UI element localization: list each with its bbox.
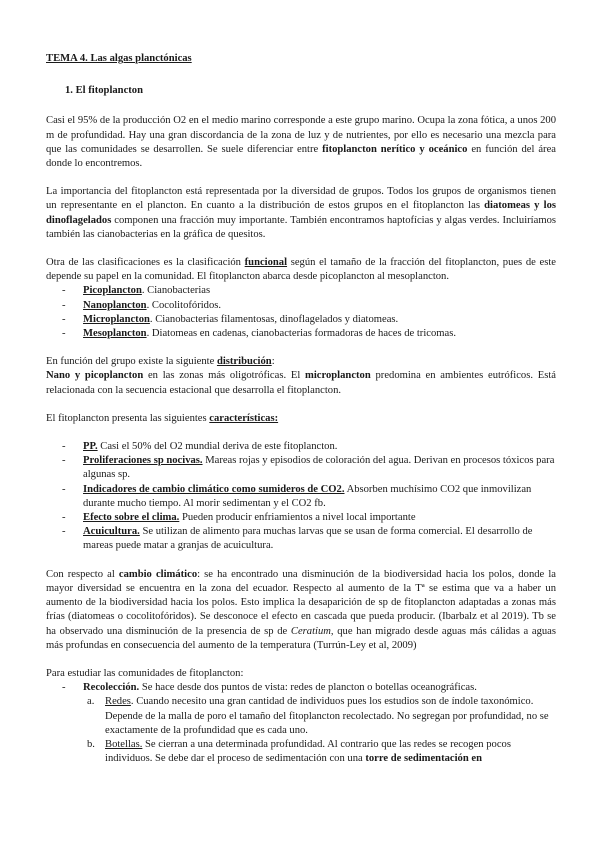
list-desc: . Cocolitofóridos.: [146, 299, 222, 311]
list-item: - Recolección. Se hace desde dos puntos de vista: redes de plancton o botellas oceanográficas.: [62, 682, 477, 694]
list-desc: . Cianobacterias filamentosas, dinoflagelados y diatomeas.: [149, 313, 399, 325]
sublist-term: Botellas.: [105, 738, 143, 750]
text: componen una fracción muy importante. También encontramos haptofícias y algas verdes. Incluiríamos también las cianobacterias en la gráfica de quesitos.: [46, 214, 556, 240]
list-term: Mesoplancton: [83, 328, 147, 340]
list-item: - Microplancton. Cianobacterias filamentosas, dinoflagelados y diatomeas.: [62, 313, 399, 325]
text: :: [271, 356, 275, 368]
text: en las zonas más oligotróficas. El: [143, 370, 306, 382]
text: Otra de las clasificaciones es la clasificación: [46, 257, 245, 269]
text: que han migrado desde aguas más cálidas a aguas más profundas en consecuencia del aumento de la temperatura (Turrún-Ley et al, 2009): [46, 625, 556, 651]
list-desc: Se hace desde dos puntos de vista: redes de plancton o botellas oceanográficas.: [139, 682, 477, 694]
list-term: Recolección.: [83, 682, 140, 694]
list-item: - Proliferaciones sp nocivas. Mareas rojas y episodios de coloración del agua. Derivan en procesos tóxicos para algunas sp.: [62, 455, 555, 481]
list-desc: Se utilizan de alimento para muchas larvas que se usan de forma comercial. El desarrollo de mareas puede matar a granjas de acuicultura.: [83, 526, 533, 552]
sublist-item: [46, 695, 556, 738]
text: en función del área donde lo encontremos.: [46, 143, 556, 170]
list-term: Nanoplancton: [83, 299, 147, 311]
list-term: Microplancton: [83, 313, 150, 325]
bold-term: cambio climático: [118, 568, 198, 580]
list-term: Picoplancton: [83, 285, 142, 297]
study-block: [46, 667, 556, 766]
sublist-desc: . Cuando necesito una gran cantidad de individuos pues los estudios son de índole taxonómico. Depende de la malla de poro el tamaño del fitoplancton recolectado. No segregan por profundidad, no se exactamente de la profundidad que es cada uno.: [105, 696, 549, 736]
sublist-term: Redes: [105, 696, 131, 708]
section-heading: 1. El fitoplancton: [65, 85, 143, 97]
intro-paragraph: [46, 114, 556, 171]
list-term: PP.: [83, 441, 98, 453]
list-term: Efecto sobre el clima.: [83, 512, 180, 524]
text: según el tamaño de la fracción del fitoplancton, pues de este depende su papel en la comunidad. El fitoplancton abarca desde picoplancton al mesoplancton.: [46, 257, 556, 283]
list-term: Indicadores de cambio climático como sumideros de CO2.: [83, 483, 345, 495]
bold-term: torre de sedimentación en: [365, 753, 482, 765]
bold-term: funcional: [244, 257, 288, 269]
bold-term: características:: [209, 412, 279, 424]
characteristics-intro: [46, 412, 556, 426]
list-term: Acuicultura.: [83, 526, 140, 538]
document-page: [46, 52, 556, 766]
list-item: - Nanoplancton. Cocolitofóridos.: [62, 299, 222, 311]
diversity-paragraph: [46, 185, 556, 242]
list-desc: Casi el 50% del O2 mundial deriva de este fitoplancton.: [97, 441, 338, 453]
list-item: - Mesoplancton. Diatomeas en cadenas, cianobacterias formadoras de haces de tricomas.: [62, 328, 456, 340]
document-title: TEMA 4. Las algas planctónicas: [46, 53, 192, 64]
text: En función del grupo existe la siguiente: [46, 356, 217, 368]
sublist-desc: Se cierran a una determinada profundidad. Al contrario que las redes se recogen pocos individuos. Se debe dar el proceso de sedimentación con una: [105, 738, 511, 765]
list-item: - PP. Casi el 50% del O2 mundial deriva de este fitoplancton.: [62, 441, 338, 453]
bold-term: microplancton: [305, 370, 371, 382]
text: Con respecto al: [46, 568, 119, 580]
functional-block: [46, 256, 556, 341]
climate-paragraph: [46, 568, 556, 653]
functional-paragraph: [46, 256, 556, 284]
sublist-marker: b.: [87, 738, 95, 750]
list-item: - Acuicultura. Se utilizan de alimento para muchas larvas que se usan de forma comercial. El desarrollo de mareas puede matar a granjas de acuicultura.: [62, 526, 533, 552]
text: predomina en ambientes eutróficos. Está relacionada con la secuencia estacional que desarrolla el fitoplancton.: [46, 370, 556, 396]
bold-term: Nano y picoplancton: [46, 370, 144, 382]
list-desc: . Diatomeas en cadenas, cianobacterias formadoras de haces de tricomas.: [146, 328, 456, 340]
list-item: - Indicadores de cambio climático como sumideros de CO2. Absorben muchísimo CO2 que inmovilizan durante mucho tiempo. Al morir sedimentan y el CO2 fb.: [62, 483, 532, 509]
list-item: - Picoplancton. Cianobacterias: [62, 285, 211, 297]
list-desc: Absorben muchísimo CO2 que inmovilizan durante mucho tiempo. Al morir sedimentan y el CO2 fb.: [83, 483, 532, 509]
text: : se ha encontrado una disminución de la biodiversidad hacia los polos, donde la mayor diversidad se encuentra en la zona del ecuador. Respecto al aumento de la Tª se estima que va a haber un aumento de la biodiversidad hacia los polos. Esto implica la desaparición de sp de fitoplancton adaptadas a zonas más frías (diatomeas o cocolitofóridos). Se desconoce el efecto en cascada que pueda producir. (Ibarbalz et al 2019). Tb se ha observado una disminución de la presencia de sp de: [46, 568, 556, 637]
study-intro: Para estudiar las comunidades de fitoplancton:: [46, 667, 244, 679]
list-desc: Mareas rojas y episodios de coloración del agua. Derivan en procesos tóxicos para algunas sp.: [83, 455, 555, 481]
characteristics-block: [46, 412, 556, 554]
list-term: Proliferaciones sp nocivas.: [83, 455, 203, 467]
list-desc: . Cianobacterias: [141, 285, 211, 297]
list-desc: Pueden producir enfriamientos a nivel local importante: [179, 512, 416, 524]
sublist-item: [46, 738, 556, 766]
distribution-paragraph: [46, 355, 556, 398]
bold-term: fitoplancton nerítico y oceánico: [322, 143, 468, 155]
text: La importancia del fitoplancton está representada por la diversidad de grupos. Todos los grupos de organismos tienen un representante en el plancton. En cuanto a la distribución de estos grupos en el fitoplancton las: [46, 186, 556, 212]
sublist-marker: a.: [87, 696, 95, 708]
italic-term: Ceratium,: [290, 625, 334, 637]
bold-term: diatomeas y los dinoflagelados: [46, 200, 557, 226]
bold-term: distribución: [216, 356, 272, 368]
text: El fitoplancton presenta las siguientes: [46, 412, 210, 424]
text: Casi el 95% de la producción O2 en el medio marino corresponde a este grupo marino. Ocupa la zona fótica, a unos 200 m de profundidad. Hay una gran discordancia de la zona de luz y de nutrientes, por ello es necesario una mezcla para que las comunidades se desarrollen. Se suele diferenciar entre: [46, 115, 556, 155]
list-item: - Efecto sobre el clima. Pueden producir enfriamientos a nivel local importante: [62, 512, 416, 524]
